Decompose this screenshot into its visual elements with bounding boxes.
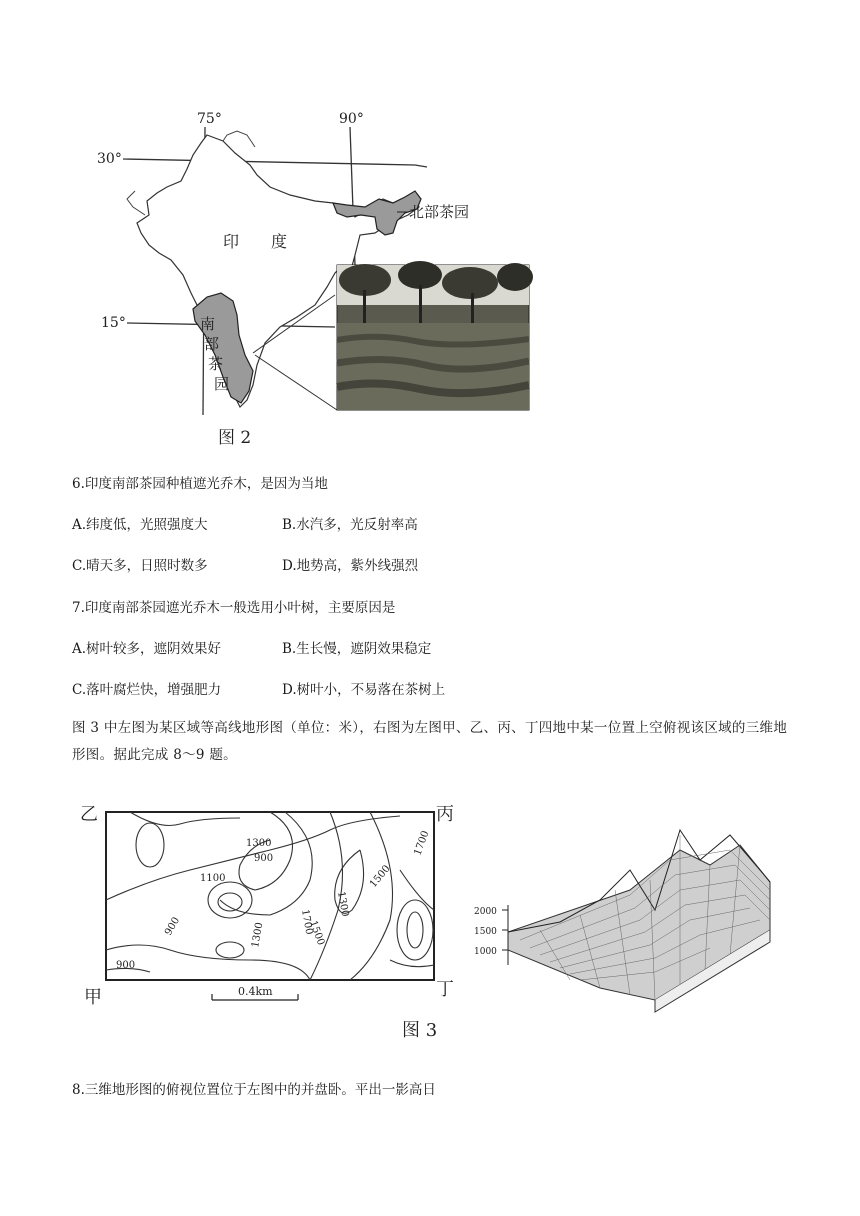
lon-75-label: 75° <box>197 111 222 127</box>
figure-2-caption: 图 2 <box>218 428 252 448</box>
corner-jia-label: 甲 <box>84 987 102 1008</box>
contour-label: 1300 <box>335 890 351 918</box>
south-tea-garden-label-1: 南 <box>200 315 216 333</box>
india-label-1: 印 <box>223 232 240 251</box>
contour-label: 900 <box>116 960 136 971</box>
question-7-option-c: C.落叶腐烂快，增强肥力 <box>72 682 222 698</box>
contour-label: 1700 <box>299 908 315 936</box>
figure-3-contour-and-3d <box>70 790 790 1045</box>
question-6-stem: 6.印度南部茶园种植遮光乔木，是因为当地 <box>72 476 328 492</box>
figure-3-caption: 图 3 <box>402 1020 438 1041</box>
question-6-option-b: B.水汽多，光反射率高 <box>282 517 418 533</box>
contour-label: 900 <box>254 853 274 864</box>
question-8-stem: 8.三维地形图的俯视位置位于左图中的并盘卧。平出一影高日 <box>72 1082 436 1098</box>
contour-label: 1700 <box>412 829 432 858</box>
contour-label: 1100 <box>200 873 226 884</box>
south-tea-garden-label-3: 茶 <box>208 355 224 373</box>
question-7-option-b: B.生长慢，遮阴效果稳定 <box>282 641 432 657</box>
contour-label: 1500 <box>307 919 327 947</box>
contour-label: 1300 <box>250 921 266 949</box>
north-tea-garden-label: 北部茶园 <box>409 203 470 221</box>
z-tick-1500: 1500 <box>474 927 497 937</box>
z-tick-1000: 1000 <box>474 947 497 957</box>
corner-bing-label: 丙 <box>436 804 454 825</box>
question-7-option-a: A.树叶较多，遮阴效果好 <box>72 641 222 657</box>
lat-15-label: 15° <box>101 315 126 331</box>
lon-90-label: 90° <box>339 111 364 127</box>
south-tea-garden-label-4: 园 <box>214 375 230 393</box>
corner-yi-label: 乙 <box>80 804 98 825</box>
contour-label: 900 <box>163 915 183 938</box>
z-tick-2000: 2000 <box>474 907 497 917</box>
question-6-option-c: C.晴天多，日照时数多 <box>72 558 208 574</box>
corner-ding-label: 丁 <box>436 979 454 1000</box>
figure-3-intro: 图 3 中左图为某区域等高线地形图（单位：米），右图为左图甲、乙、丙、丁四地中某一位置上空俯视该区域的三维地形图。据此完成 8～9 题。 <box>72 720 788 763</box>
south-tea-garden-label-2: 部 <box>204 335 220 353</box>
contour-label: 1300 <box>246 838 272 849</box>
india-label-2: 度 <box>271 232 288 251</box>
question-6-option-d: D.地势高，紫外线强烈 <box>282 558 419 574</box>
contour-label: 1500 <box>367 863 393 890</box>
scale-bar-label: 0.4km <box>238 985 273 998</box>
lat-30-label: 30° <box>97 151 122 167</box>
question-6-option-a: A.纬度低，光照强度大 <box>72 517 208 533</box>
tea-plantation-photo <box>337 261 533 410</box>
question-7-stem: 7.印度南部茶园遮光乔木一般选用小叶树，主要原因是 <box>72 600 396 616</box>
figure-2-india-tea-map <box>75 95 545 450</box>
question-7-option-d: D.树叶小，不易落在茶树上 <box>282 682 446 698</box>
3d-terrain-plot <box>502 830 770 1012</box>
